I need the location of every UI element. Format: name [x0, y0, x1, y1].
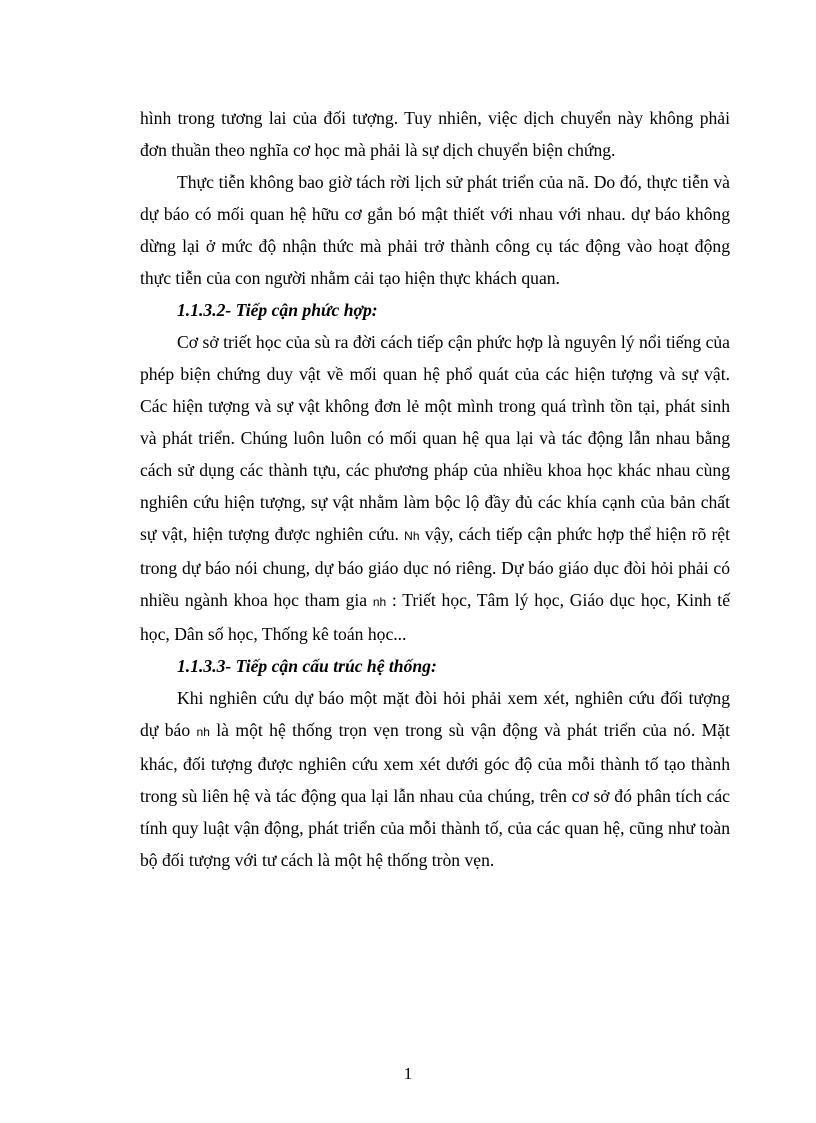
paragraph-continuation: hình trong tương lai của đối tượng. Tuy nhiên, việc dịch chuyển này không phải đơn thuần theo nghĩa cơ học mà phải là sự dịch chuyển biện chứng. [140, 108, 730, 160]
text-segment: Khi nghiên cứu dự báo một mặt đòi hỏi phải xem xét, nghiên cứu đối tượng dự báo [140, 688, 730, 740]
text-fragment-nh: nh [372, 595, 387, 609]
paragraph-system-approach [140, 682, 730, 876]
heading-system-approach: 1.1.3.3- Tiếp cận cấu trúc hệ thống: [177, 656, 437, 676]
text-fragment-nh: nh [196, 725, 210, 739]
text-segment: Cơ sở triết học của sù ra đời cách tiếp cận phức hợp là nguyên lý nổi tiếng của phép biện chứng duy vật về mối quan hệ phổ quát của các hiện tượng và sự vật. Các hiện tượng và sự vật không đơn lẻ một mình trong quá trình tồn tại, phát sinh và phát triển. Chúng luôn luôn có mối quan hệ qua lại và tác động lẫn nhau bằng cách sử dụng các thành tựu, các phương pháp của nhiều khoa học khác nhau cùng nghiên cứu hiện tượng, sự vật nhằm làm bộc lộ đầy đủ các khía cạnh của bản chất sự vật, hiện tượng được nghiên cứu. [140, 332, 730, 544]
heading-complex-approach: 1.1.3.2- Tiếp cận phức hợp: [177, 300, 378, 320]
text-segment: : Triết học, Tâm lý học, Giáo dục học, Kinh tế học, Dân số học, Thống kê toán học... [140, 590, 731, 644]
paragraph-complex-approach [140, 326, 730, 650]
text-fragment-nh: Nh [404, 529, 420, 543]
text-segment: là một hệ thống trọn vẹn trong sù vận động và phát triển của nó. Mặt khác, đối tượng được nghiên cứu xem xét dưới góc độ của mỗi thành tố tạo thành trong sù liên hệ và tác động qua lại lẫn nhau của chúng, trên cơ sở đó phân tích các tính quy luật vận động, phát triển của mỗi thành tố, của các quan hệ, cũng như toàn bộ đối tượng với tư cách là một hệ thống tròn vẹn. [140, 720, 730, 870]
paragraph-practice-forecast: Thực tiễn không bao giờ tách rời lịch sử phát triển của nã. Do đó, thực tiễn và dự báo có mối quan hệ hữu cơ gắn bó mật thiết với nhau với nhau. dự báo không dừng lại ở mức độ nhận thức mà phải trở thành công cụ tác động vào hoạt động thực tiễn của con người nhằm cải tạo hiện thực khách quan. [140, 172, 730, 288]
page-number: 1 [403, 1064, 413, 1083]
document-body [140, 102, 730, 876]
text-segment: vậy, cách tiếp cận phức hợp thể hiện rõ rệt trong dự báo nói chung, dự báo giáo dục nó riêng. Dự báo giáo dục đòi hỏi phải có nhiều ngành khoa học tham gia [140, 524, 731, 610]
